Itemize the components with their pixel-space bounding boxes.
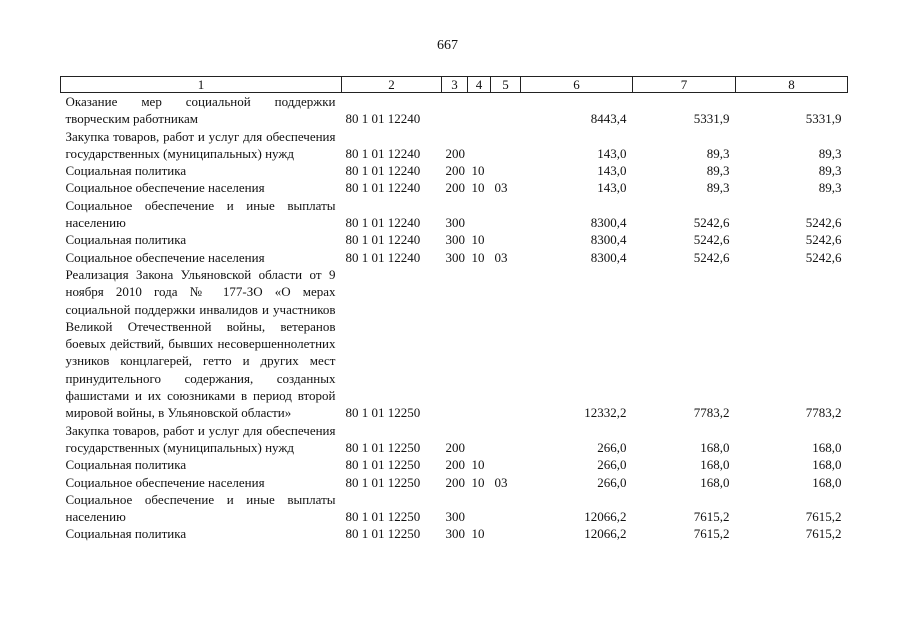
table-row	[61, 422, 848, 457]
table-row	[61, 128, 848, 163]
row-col-4	[468, 128, 491, 163]
row-col-3: 300	[445, 249, 465, 265]
row-col-3	[442, 266, 468, 422]
row-value-8: 7615,2	[805, 509, 842, 525]
table-row	[61, 93, 848, 128]
header-row	[61, 77, 848, 93]
row-value-7: 5242,6	[693, 232, 730, 248]
row-value-6: 266,0	[597, 474, 627, 490]
row-col-5	[491, 197, 521, 232]
row-col-3: 300	[445, 526, 465, 542]
row-col-5	[491, 93, 521, 128]
row-col-5: 03	[494, 249, 508, 265]
row-name: Реализация Закона Ульяновской области от 9 ноября 2010 года № 177-ЗО «О мерах социальной поддержки инвалидов и участников Великой Отечественной войны, ветеранов боевых действий, бывших несовершеннолетних узников концлагерей, гетто и других мест принудительного содержания, созданных фашистами и их союзниками в период второй мировой войны, в Ульяновской области»	[65, 266, 336, 421]
row-value-6: 143,0	[597, 180, 627, 196]
row-col-5	[491, 162, 521, 179]
header-col-8: 8	[736, 77, 848, 93]
row-col-3: 200	[445, 163, 465, 179]
row-value-6: 143,0	[597, 163, 627, 179]
page-number: 667	[437, 38, 458, 53]
row-col-3: 300	[445, 509, 465, 525]
row-value-8: 5331,9	[805, 111, 842, 127]
table-row	[61, 266, 848, 422]
row-col-5: 03	[494, 180, 508, 196]
row-value-8: 168,0	[812, 457, 842, 473]
row-col-5	[491, 231, 521, 248]
header-col-7: 7	[633, 77, 736, 93]
row-code: 80 1 01 12240	[345, 163, 421, 179]
row-value-8: 89,3	[818, 163, 842, 179]
row-name: Социальное обеспечение населения	[65, 474, 265, 490]
row-col-3: 300	[445, 232, 465, 248]
row-value-7: 5242,6	[693, 215, 730, 231]
row-code: 80 1 01 12240	[345, 215, 421, 231]
row-value-6: 8300,4	[590, 215, 627, 231]
row-col-5	[491, 266, 521, 422]
row-name: Социальное обеспечение населения	[65, 180, 265, 196]
row-name: Социальная политика	[65, 232, 187, 248]
row-value-7: 5331,9	[693, 111, 730, 127]
row-col-3: 200	[445, 180, 465, 196]
row-value-8: 7783,2	[805, 405, 842, 421]
row-value-6: 12066,2	[584, 526, 627, 542]
row-value-7: 89,3	[706, 163, 730, 179]
row-value-8: 5242,6	[805, 249, 842, 265]
row-col-4: 10	[471, 474, 485, 490]
row-code: 80 1 01 12250	[345, 474, 421, 490]
row-name: Оказание мер социальной поддержки творческим работникам	[65, 94, 336, 127]
row-col-3: 200	[445, 145, 465, 161]
row-value-8: 168,0	[812, 474, 842, 490]
row-col-4	[468, 491, 491, 526]
row-col-4: 10	[471, 232, 485, 248]
row-value-7: 7783,2	[693, 405, 730, 421]
row-value-6: 12332,2	[584, 405, 627, 421]
row-col-5	[491, 525, 521, 542]
row-value-7: 168,0	[700, 474, 730, 490]
row-name: Социальная политика	[65, 457, 187, 473]
row-value-8: 168,0	[812, 439, 842, 455]
row-code: 80 1 01 12250	[345, 509, 421, 525]
header-col-3: 3	[442, 77, 468, 93]
table-body	[61, 93, 848, 543]
row-value-6: 8300,4	[590, 249, 627, 265]
row-value-8: 89,3	[818, 180, 842, 196]
row-col-4: 10	[471, 180, 485, 196]
row-value-7: 7615,2	[693, 509, 730, 525]
row-col-3: 200	[445, 474, 465, 490]
row-col-4	[468, 93, 491, 128]
table-row	[61, 491, 848, 526]
row-code: 80 1 01 12250	[345, 405, 421, 421]
row-col-3: 200	[445, 457, 465, 473]
row-name: Закупка товаров, работ и услуг для обеспечения государственных (муниципальных) нужд	[65, 128, 336, 161]
row-value-7: 5242,6	[693, 249, 730, 265]
row-col-5: 03	[494, 474, 508, 490]
row-value-6: 8300,4	[590, 232, 627, 248]
row-code: 80 1 01 12250	[345, 457, 421, 473]
header-col-4: 4	[468, 77, 491, 93]
row-name: Закупка товаров, работ и услуг для обеспечения государственных (муниципальных) нужд	[65, 422, 336, 455]
row-col-3: 300	[445, 215, 465, 231]
row-value-7: 168,0	[700, 439, 730, 455]
row-code: 80 1 01 12250	[345, 526, 421, 542]
row-code: 80 1 01 12240	[345, 180, 421, 196]
row-name: Социальное обеспечение и иные выплаты населению	[65, 491, 336, 525]
row-code: 80 1 01 12250	[345, 439, 421, 455]
row-value-8: 7615,2	[805, 526, 842, 542]
row-col-3: 200	[445, 439, 465, 455]
row-code: 80 1 01 12240	[345, 111, 421, 127]
table-row	[61, 525, 848, 542]
table-row	[61, 197, 848, 232]
row-col-4	[468, 197, 491, 232]
row-value-8: 5242,6	[805, 232, 842, 248]
table-header	[61, 77, 848, 93]
row-col-5	[491, 456, 521, 473]
row-value-8: 5242,6	[805, 215, 842, 231]
table-row	[61, 162, 848, 179]
table-row	[61, 249, 848, 266]
row-code: 80 1 01 12240	[345, 232, 421, 248]
row-name: Социальное обеспечение населения	[65, 249, 265, 265]
row-col-4: 10	[471, 457, 485, 473]
row-code: 80 1 01 12240	[345, 249, 421, 265]
row-col-4	[468, 422, 491, 457]
row-value-7: 7615,2	[693, 526, 730, 542]
row-code: 80 1 01 12240	[345, 145, 421, 161]
row-col-4: 10	[471, 526, 485, 542]
row-name: Социальная политика	[65, 526, 187, 542]
header-col-2: 2	[342, 77, 442, 93]
row-value-6: 266,0	[597, 457, 627, 473]
header-col-5: 5	[491, 77, 521, 93]
budget-table	[60, 76, 848, 543]
row-value-7: 89,3	[706, 145, 730, 161]
row-value-6: 266,0	[597, 439, 627, 455]
row-col-5	[491, 491, 521, 526]
row-col-5	[491, 422, 521, 457]
table-row	[61, 456, 848, 473]
row-col-4: 10	[471, 249, 485, 265]
table-row	[61, 231, 848, 248]
row-col-3	[442, 93, 468, 128]
header-col-6: 6	[521, 77, 633, 93]
row-col-4	[468, 266, 491, 422]
row-name: Социальная политика	[65, 163, 187, 179]
row-value-7: 89,3	[706, 180, 730, 196]
row-value-6: 143,0	[597, 145, 627, 161]
row-col-4: 10	[471, 163, 485, 179]
row-col-5	[491, 128, 521, 163]
row-value-6: 12066,2	[584, 509, 627, 525]
row-value-7: 168,0	[700, 457, 730, 473]
row-name: Социальное обеспечение и иные выплаты населению	[65, 197, 336, 231]
header-col-1: 1	[61, 77, 342, 93]
row-value-8: 89,3	[818, 145, 842, 161]
table-row	[61, 474, 848, 491]
row-value-6: 8443,4	[590, 111, 627, 127]
table-row	[61, 179, 848, 196]
